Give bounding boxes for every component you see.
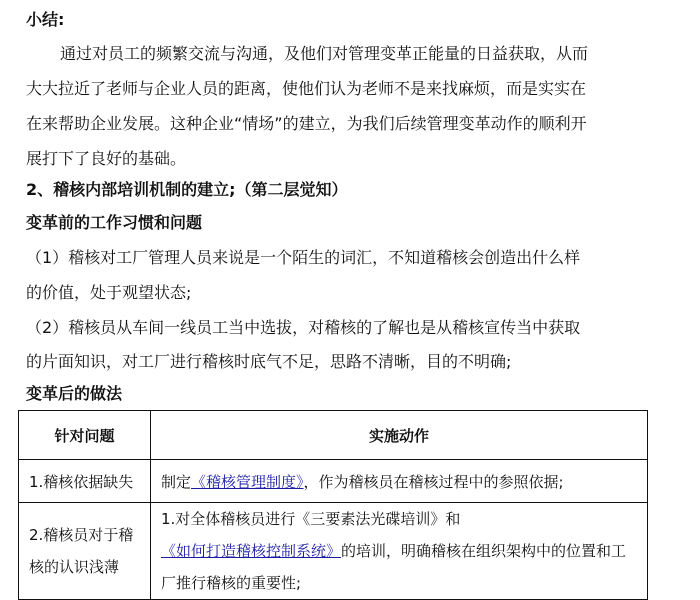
problem-item-1-line-1: （1）稽核对工厂管理人员来说是一个陌生的词汇，不知道稽核会创造出什么样 bbox=[26, 248, 581, 267]
table-cell-action bbox=[151, 460, 648, 503]
summary-line-1: 通过对员工的频繁交流与沟通，及他们对管理变革正能量的日益获取，从而 bbox=[60, 44, 589, 63]
audit-management-system-link[interactable]: 《稽核管理制度》 bbox=[191, 472, 304, 491]
after-heading: 变革后的做法 bbox=[26, 384, 123, 403]
problem-item-2-line-2: 的片面知识，对工厂进行稽核时底气不足，思路不清晰，目的不明确; bbox=[26, 352, 512, 371]
table-cell-problem: 1.稽核依据缺失 bbox=[19, 460, 151, 503]
section-title: 2、稽核内部培训机制的建立;（第二层觉知） bbox=[26, 180, 348, 199]
table-row bbox=[19, 460, 648, 503]
table-header-action: 实施动作 bbox=[151, 411, 648, 460]
summary-line-3: 在来帮助企业发展。这种企业“情场”的建立，为我们后续管理变革动作的顺利开 bbox=[26, 114, 587, 133]
summary-line-2: 大大拉近了老师与企业人员的距离，使他们认为老师不是来找麻烦，而是实实在 bbox=[26, 79, 587, 98]
action-prefix: 1.对全体稽核员进行《三要素法光碟培训》和 bbox=[161, 510, 461, 528]
table-cell-problem: 2.稽核员对于稽核的认识浅薄 bbox=[19, 503, 151, 600]
table-header-problem: 针对问题 bbox=[19, 411, 151, 460]
audit-control-system-link[interactable]: 《如何打造稽核控制系统》 bbox=[161, 542, 342, 560]
before-heading: 变革前的工作习惯和问题 bbox=[26, 213, 203, 232]
summary-line-4: 展打下了良好的基础。 bbox=[26, 149, 187, 168]
summary-heading: 小结: bbox=[26, 10, 65, 29]
action-prefix: 制定 bbox=[161, 472, 192, 491]
measures-table bbox=[18, 410, 648, 600]
problem-item-1-line-2: 的价值，处于观望状态; bbox=[26, 283, 192, 302]
problem-item-2-line-1: （2）稽核员从车间一线员工当中选拔，对稽核的了解也是从稽核宣传当中获取 bbox=[26, 318, 581, 337]
action-suffix: ，作为稽核员在稽核过程中的参照依据; bbox=[303, 472, 564, 491]
action-suffix: 的培训，明确稽核在组织架构中的位置和工厂推行稽核的重要性; bbox=[161, 542, 627, 592]
table-header-row bbox=[19, 411, 648, 460]
